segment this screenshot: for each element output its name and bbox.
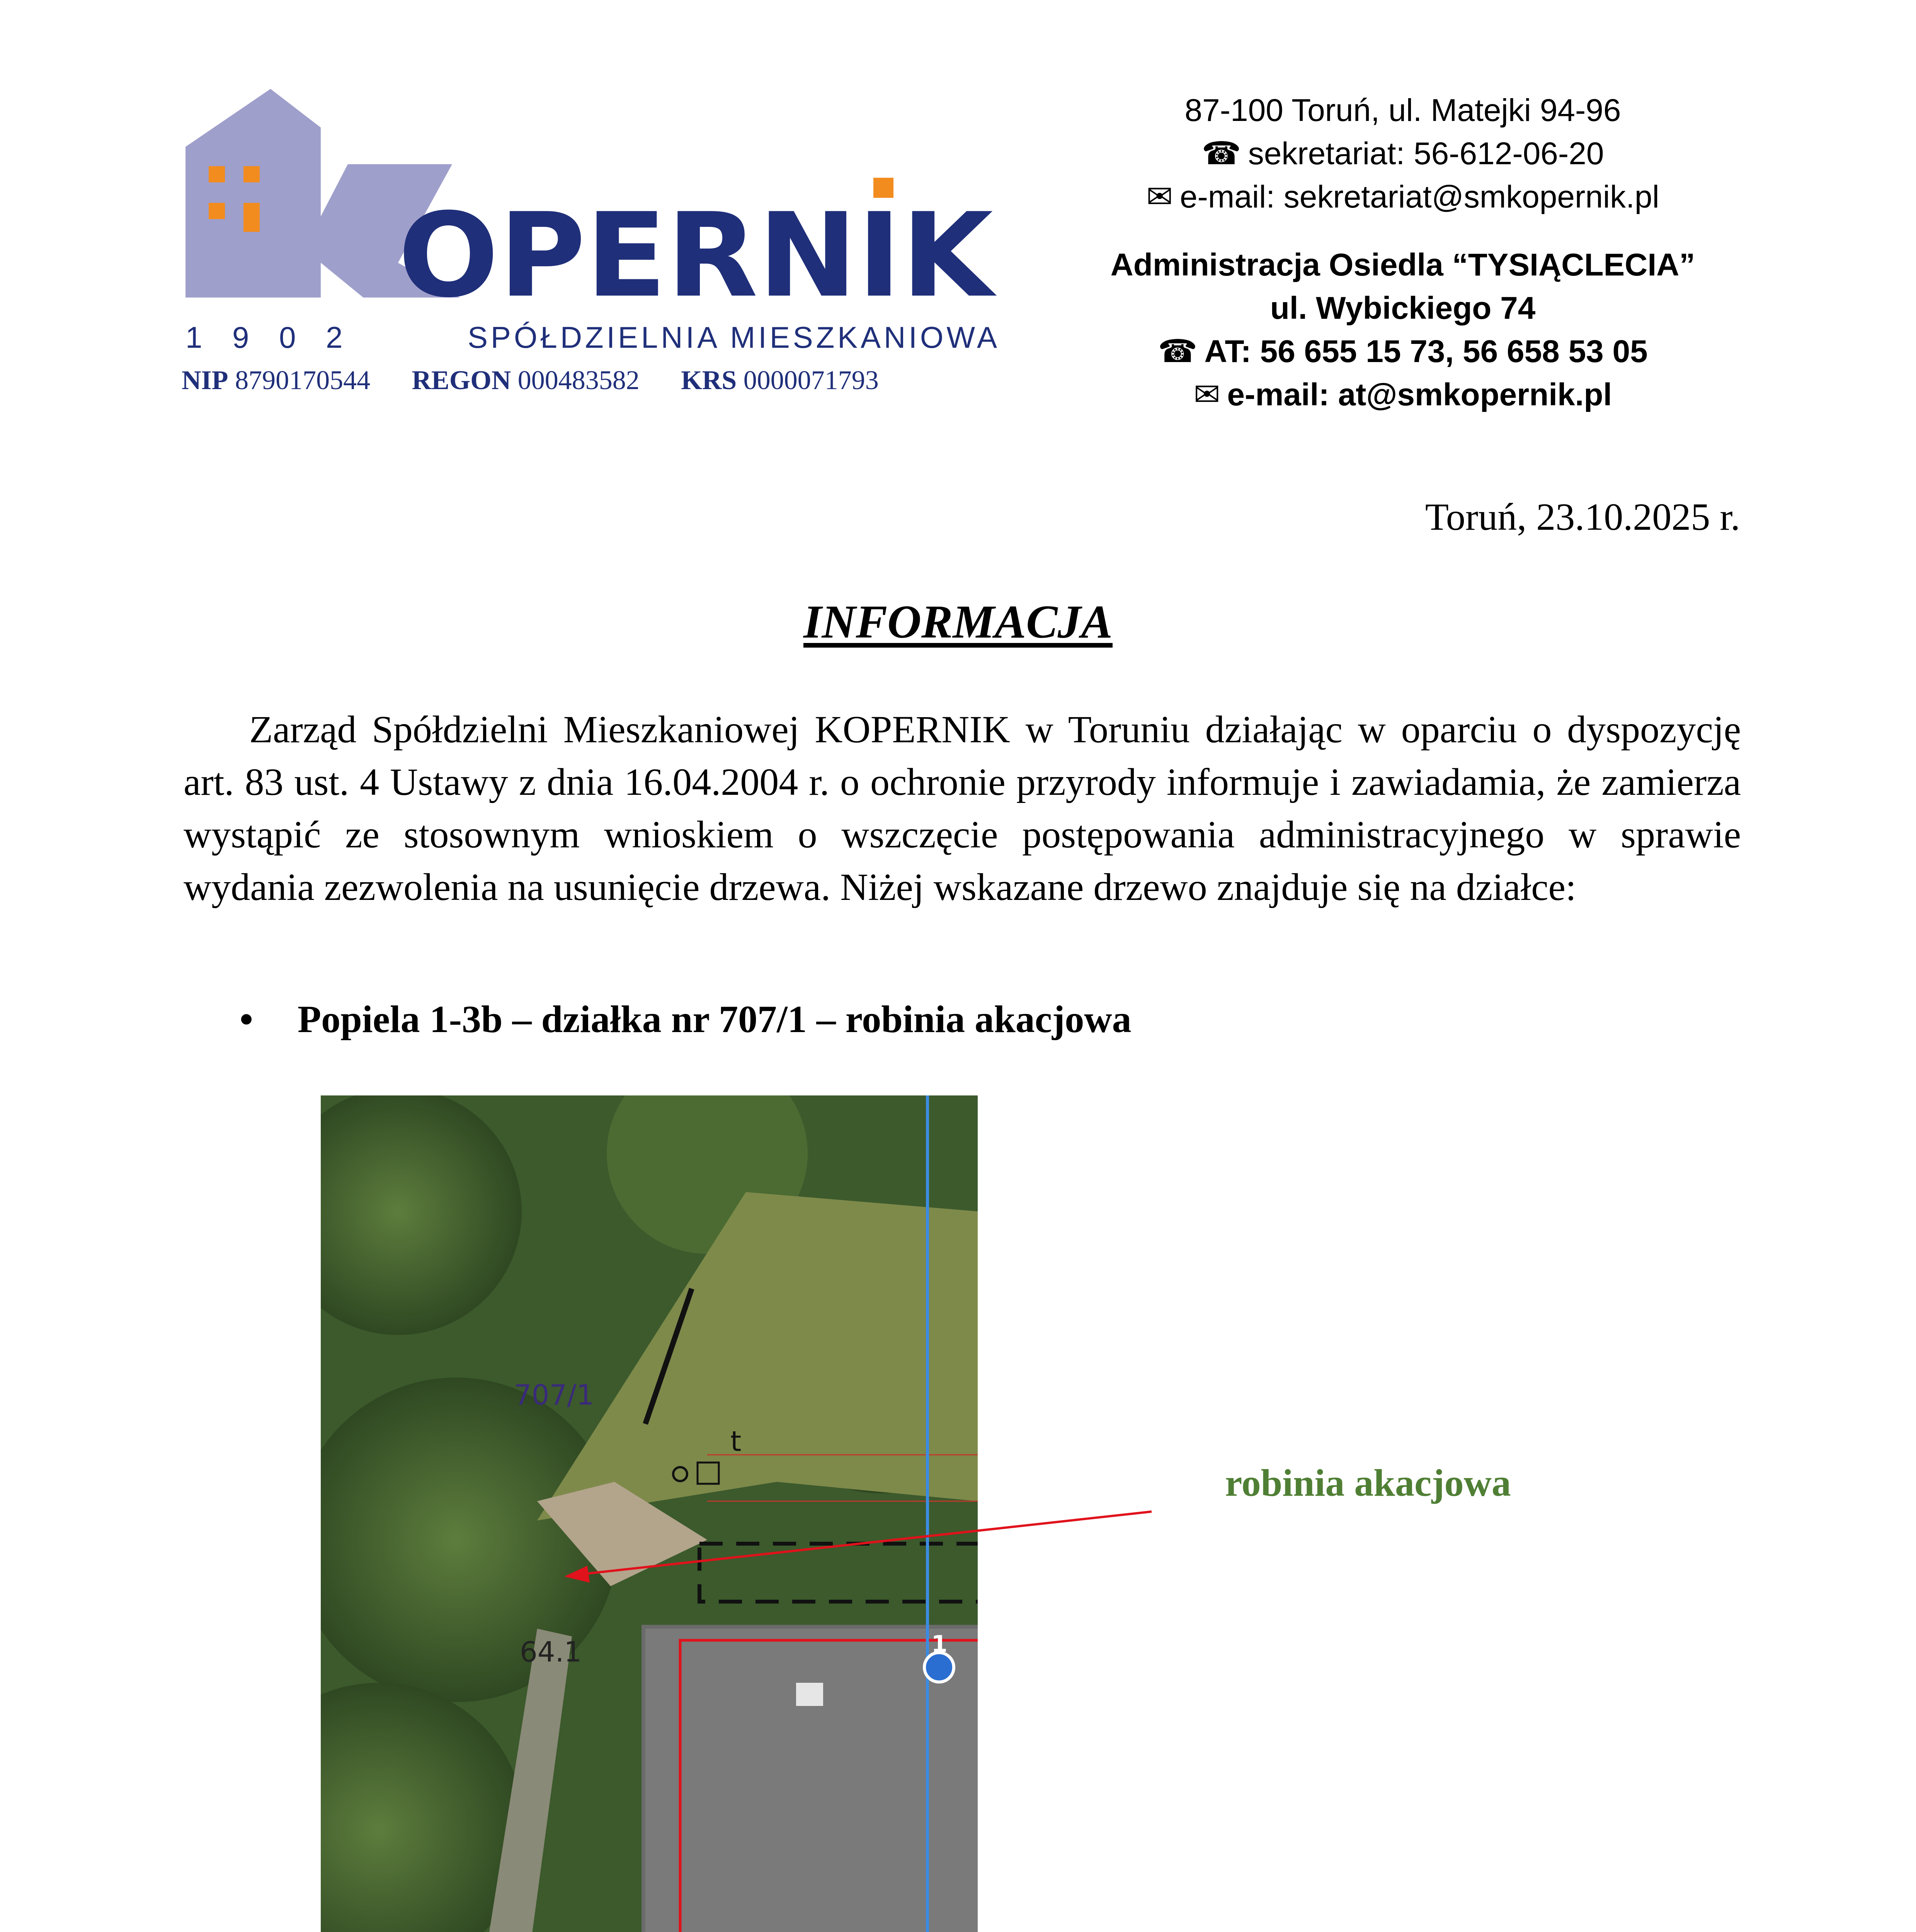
main-address: 87-100 Toruń, ul. Matejki 94-96 [1184,93,1621,128]
envelope-icon: ✉ [1193,377,1220,412]
paragraph-intro [184,703,1741,913]
company-logo [182,81,1001,359]
bullet-dot: • [240,998,254,1041]
regon-label: REGON [412,366,511,395]
phone-icon: ☎ [1201,136,1241,171]
contact-main [1036,89,1770,219]
marker-number: 1 [931,1631,948,1658]
logo-window [243,166,260,182]
nip-label: NIP [182,366,228,395]
main-email[interactable]: e-mail: sekretariat@smkopernik.pl [1179,179,1659,214]
main-email-line [1036,175,1770,219]
admin-phone-line [1036,330,1770,373]
logo-window [209,166,225,182]
logo-subtitle: SPÓŁDZIELNIA MIESZKANIOWA [468,320,997,354]
map-letter: t [730,1425,742,1458]
logo-year: 1 9 0 2 [185,320,354,354]
admin-phone: AT: 56 655 15 73, 56 658 53 05 [1204,334,1648,369]
logo-window [243,203,260,232]
parcel-number-label: 707/1 [514,1379,594,1411]
regon-value: 000483582 [517,366,640,395]
admin-street: ul. Wybickiego 74 [1270,291,1536,326]
elevation-label: 64.1 [520,1636,582,1668]
phone-icon: ☎ [1158,334,1198,369]
admin-name: Administracja Osiedla “TYSIĄCLECIA” [1110,247,1695,282]
company-ids [182,365,1001,396]
document-title: INFORMACJA [803,596,1113,648]
krs-value: 0000071793 [743,366,879,395]
admin-email-line [1036,373,1770,417]
logo-name: OPERNIK [398,188,998,323]
contact-admin [1036,243,1770,417]
tree-callout-label: robinia akacjowa [1225,1461,1511,1504]
main-phone-line [1036,132,1770,175]
krs-label: KRS [681,366,737,395]
logo-window [209,203,225,219]
aerial-map [321,1095,978,1932]
roof-vent [796,1683,823,1706]
main-phone: sekretariat: 56-612-06-20 [1248,136,1604,171]
nip-value: 8790170544 [235,366,371,395]
admin-email[interactable]: e-mail: at@smkopernik.pl [1227,377,1612,412]
bullet-text: Popiela 1-3b – działka nr 707/1 – robinia akacjowa [298,998,1132,1041]
envelope-icon: ✉ [1146,179,1173,214]
paragraph-intro-text: Zarząd Spółdzielni Mieszkaniowej KOPERNIK w Toruniu działając w oparciu o dyspozycję art. 83 ust. 4 Ustawy z dnia 16.04.2004 r. o ochronie przyrody informuje i zawiadamia, że zamierza wystąpić ze stosownym wnioskiem o wszczęcie postępowania administracyjnego w sprawie wydania zezwolenia na usunięcie drzewa. Niżej wskazane drzewo znajduje się na działce: [184,708,1741,908]
document-date: Toruń, 23.10.2025 r. [1425,495,1740,538]
